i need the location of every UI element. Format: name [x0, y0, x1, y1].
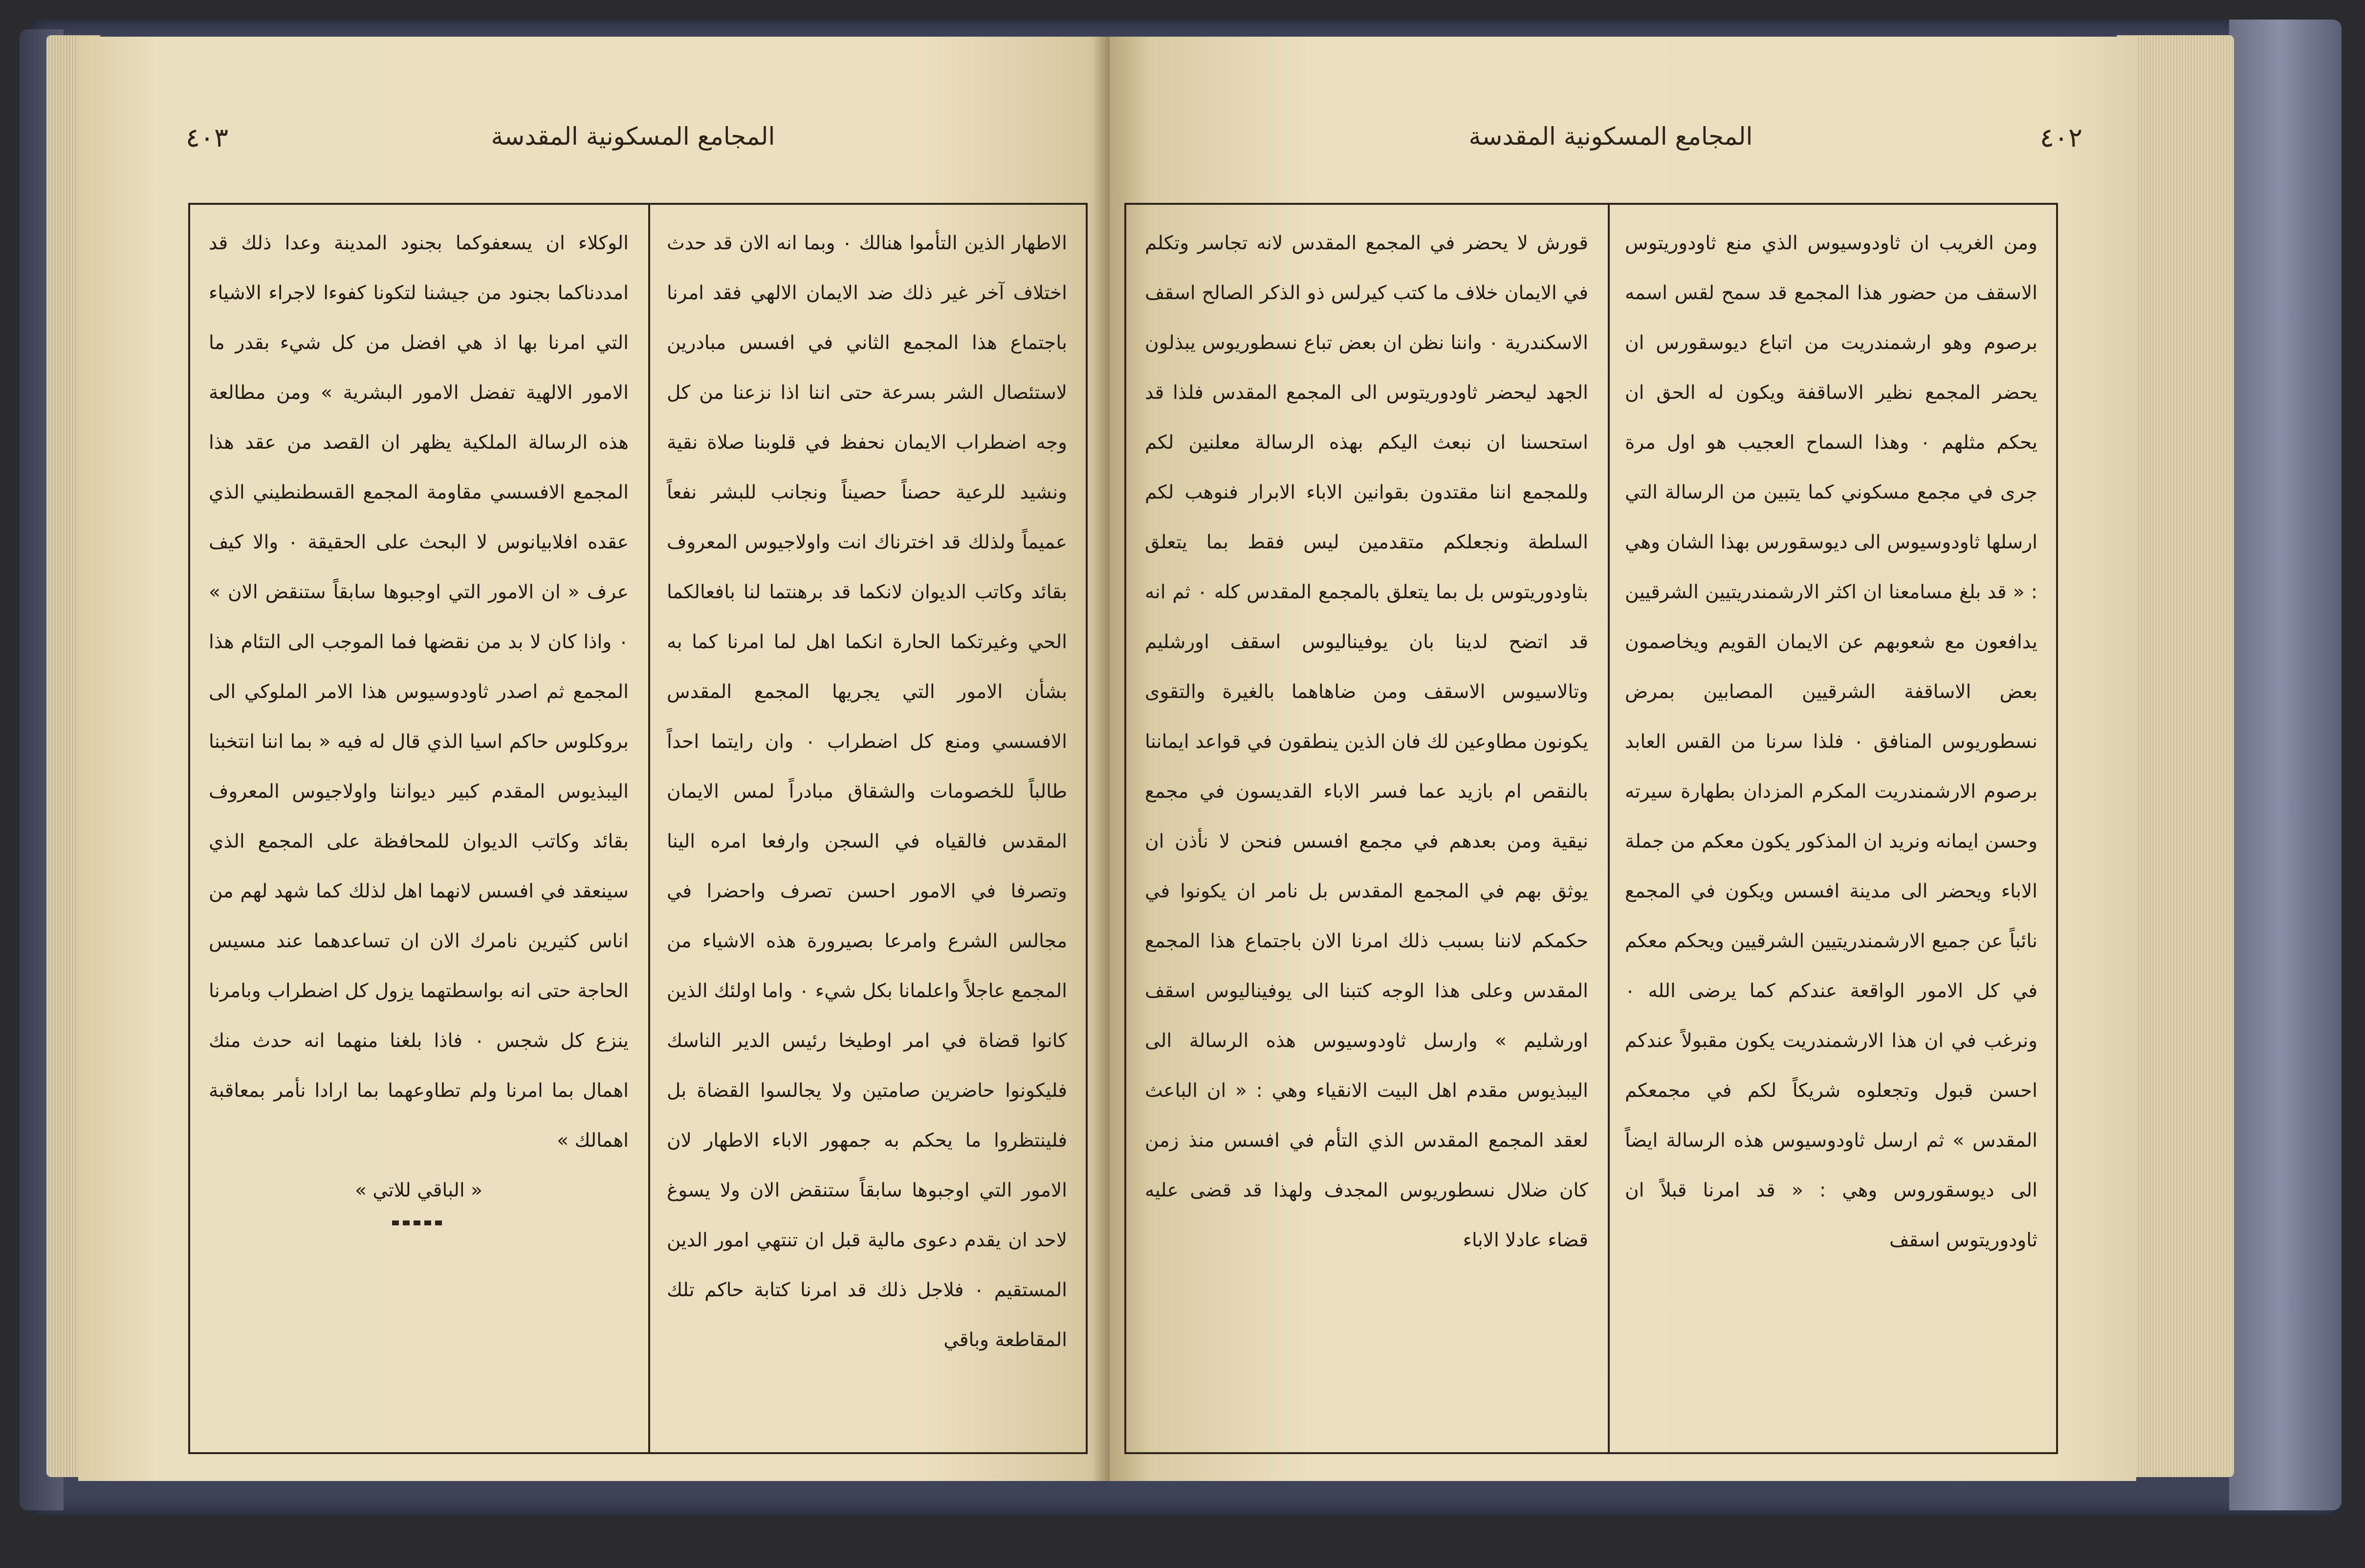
left-page	[78, 37, 1129, 1481]
right-page-column-right	[1606, 205, 2056, 1452]
right-page-text-frame	[1124, 203, 2058, 1454]
right-page-column-left	[1126, 205, 1607, 1452]
left-page-column-left	[190, 205, 647, 1452]
left-page-column-left-text: الوكلاء ان يسعفوكما بجنود المدينة وعدا ذلك قد امددناكما بجنود من جيشنا لتكونا كفوءا لاجراء الاشياء التي امرنا بها اذ هي افضل من كل شيء بقدر ما الامور الالهية تفضل الامور البشرية » ومن مطالعة هذه الرسالة الملكية يظهر ان القصد من عقد هذا المجمع الافسسي مقاومة المجمع القسطنطيني الذي عقده افلابيانوس لا البحث على الحقيقة ٠ والا كيف عرف « ان الامور التي اوجبوها سابقاً ستنقض الان » ٠ واذا كان لا بد من نقضها فما الموجب الى التئام هذا المجمع ثم اصدر ثاودوسيوس هذا الامر الملوكي الى بروكلوس حاكم اسيا الذي قال له فيه « بما اننا انتخبنا اليبذيوس المقدم كبير ديواننا واولاجيوس المعروف بقائد وكاتب الديوان للمحافظة على المجمع الذي سينعقد في افسس لانهما اهل لذلك كما شهد لهم من اناس كثيرين نامرك الان ان تساعدهما عند مسيس الحاجة حتى انه بواسطتهما يزول كل اضطراب وبامرنا ينزع كل شجس ٠ فاذا بلغنا منهما انه حدث منك اهمال بما امرنا ولم تطاوعهما بما ارادا نأمر بمعاقبة اهمالك »	[209, 232, 629, 1152]
left-page-column-right	[648, 205, 1086, 1452]
cover-board-edge	[2229, 20, 2342, 1510]
right-page-column-right-text: ومن الغريب ان ثاودوسيوس الذي منع ثاودوريتوس الاسقف من حضور هذا المجمع قد سمح لقس اسمه برصوم وهو ارشمندريت من اتباع ديوسقورس ان يحضر المجمع نظير الاساقفة ويكون له الحق ان يحكم مثلهم ٠ وهذا السماح العجيب هو اول مرة جرى في مجمع مسكوني كما يتبين من الرسالة التي ارسلها ثاودوسيوس الى ديوسقورس بهذا الشان وهي : « قد بلغ مسامعنا ان اكثر الارشمندريتيين الشرقيين يدافعون مع شعوبهم عن الايمان القويم ويخاصمون بعض الاساقفة الشرقيين المصابين بمرض نسطوريوس المنافق ٠ فلذا سرنا من القس العابد برصوم الارشمندريت المكرم المزدان بطهارة سيرته وحسن ايمانه ونريد ان المذكور يكون معكم من جملة الاباء ويحضر الى مدينة افسس ويكون في المجمع نائباً عن جميع الارشمندريتيين الشرقيين ويحكم معكم في كل الامور الواقعة عندكم كما يرضى الله ٠ ونرغب في ان هذا الارشمندريت يكون مقبولاً عندكم احسن قبول وتجعلوه شريكاً لكم في مجمعكم المقدس » ثم ارسل ثاودوسيوس هذه الرسالة ايضاً الى ديوسقوروس وهي : « قد امرنا قبلاً ان ثاودوريتوس اسقف	[1625, 232, 2037, 1251]
left-page-text-frame	[188, 203, 1088, 1454]
continued-note: « الباقي للاتي »	[355, 1179, 482, 1201]
left-running-head-title: المجامع المسكونية المقدسة	[491, 122, 775, 151]
right-page-column-left-text: قورش لا يحضر في المجمع المقدس لانه تجاسر وتكلم في الايمان خلاف ما كتب كيرلس ذو الذكر الصالح اسقف الاسكندرية ٠ واننا نظن ان بعض تباع نسطوريوس يبذلون الجهد ليحضر ثاودوريتوس الى المجمع المقدس فلذا قد استحسنا ان نبعث اليكم بهذه الرسالة معلنين لكم وللمجمع اننا مقتدون بقوانين الاباء الابرار فنوهب لكم السلطة ونجعلكم متقدمين ليس فقط بما يتعلق بثاودوريتوس بل بما يتعلق بالمجمع المقدس كله ٠ ثم انه قد اتضح لدينا بان يوفيناليوس اسقف اورشليم وتالاسيوس الاسقف ومن ضاهاهما بالغيرة والتقوى يكونون مطاوعين لك فان الذين ينطقون في قواعد ايماننا بالنقص ام بازيد عما فسر الاباء القديسون في مجمع نيقية ومن بعدهم في مجمع افسس فنحن لا نأذن ان يوثق بهم في المجمع المقدس بل نامر ان يكونوا في حكمكم لاننا بسبب ذلك امرنا الان باجتماع هذا المجمع المقدس وعلى هذا الوجه كتبنا الى يوفيناليوس اسقف اورشليم » وارسل ثاودوسيوس هذه الرسالة الى اليبذيوس مقدم اهل البيت الانقياء وهي : « ان الباعث لعقد المجمع المقدس الذي التأم في افسس منذ زمن كان ضلال نسطوريوس المجدف ولهذا قد قضى عليه قضاء عادلا الاباء	[1145, 232, 1589, 1251]
left-page-column-right-text: الاطهار الذين التأموا هنالك ٠ وبما انه الان قد حدث اختلاف آخر غير ذلك ضد الايمان الالهي فقد امرنا باجتماع هذا المجمع الثاني في افسس مبادرين لاستئصال الشر بسرعة حتى اننا اذا نزعنا من كل وجه اضطراب الايمان نحفظ في قلوبنا صلاة نقية ونشيد للرعية حصناً حصيناً ونجانب للبشر نفعاً عميماً ولذلك قد اخترناك انت واولاجيوس المعروف بقائد وكاتب الديوان لانكما قد برهنتما لنا بافعالكما الحي وغيرتكما الحارة انكما اهل لما امرنا كما به بشأن الامور التي يجريها المجمع المقدس الافسسي ومنع كل اضطراب ٠ وان رايتما احداً طالباً للخصومات والشقاق مبادراً لمس الايمان المقدس فالقياه في السجن وارفعا امره الينا وتصرفا في الامور احسن تصرف واحضرا في مجالس الشرع وامرعا بصيرورة هذه الاشياء من المجمع عاجلاً واعلمانا بكل شيء ٠ واما اولئك الذين كانوا قضاة في امر اوطيخا رئيس الدير الناسك فليكونوا حاضرين صامتين ولا يجالسوا القضاة بل فلينتظروا ما يحكم به جمهور الاباء الاطهار لان الامور التي اوجبوها سابقاً ستنقض الان ولا يسوغ لاحد ان يقدم دعوى مالية قبل ان تنتهي امور الدين المستقيم ٠ فلاجل ذلك قد امرنا كتابة حاكم تلك المقاطعة وباقي	[667, 232, 1067, 1351]
left-page-number: ٤٠٣	[186, 122, 229, 153]
right-running-head	[1139, 110, 2082, 169]
column-rule	[648, 205, 650, 1452]
right-page	[1110, 37, 2136, 1481]
right-running-head-title: المجامع المسكونية المقدسة	[1468, 122, 1753, 151]
left-running-head	[186, 110, 1080, 169]
tailpiece-ornament	[392, 1220, 446, 1225]
right-page-number: ٤٠٢	[2039, 122, 2082, 153]
column-rule	[1608, 205, 1610, 1452]
